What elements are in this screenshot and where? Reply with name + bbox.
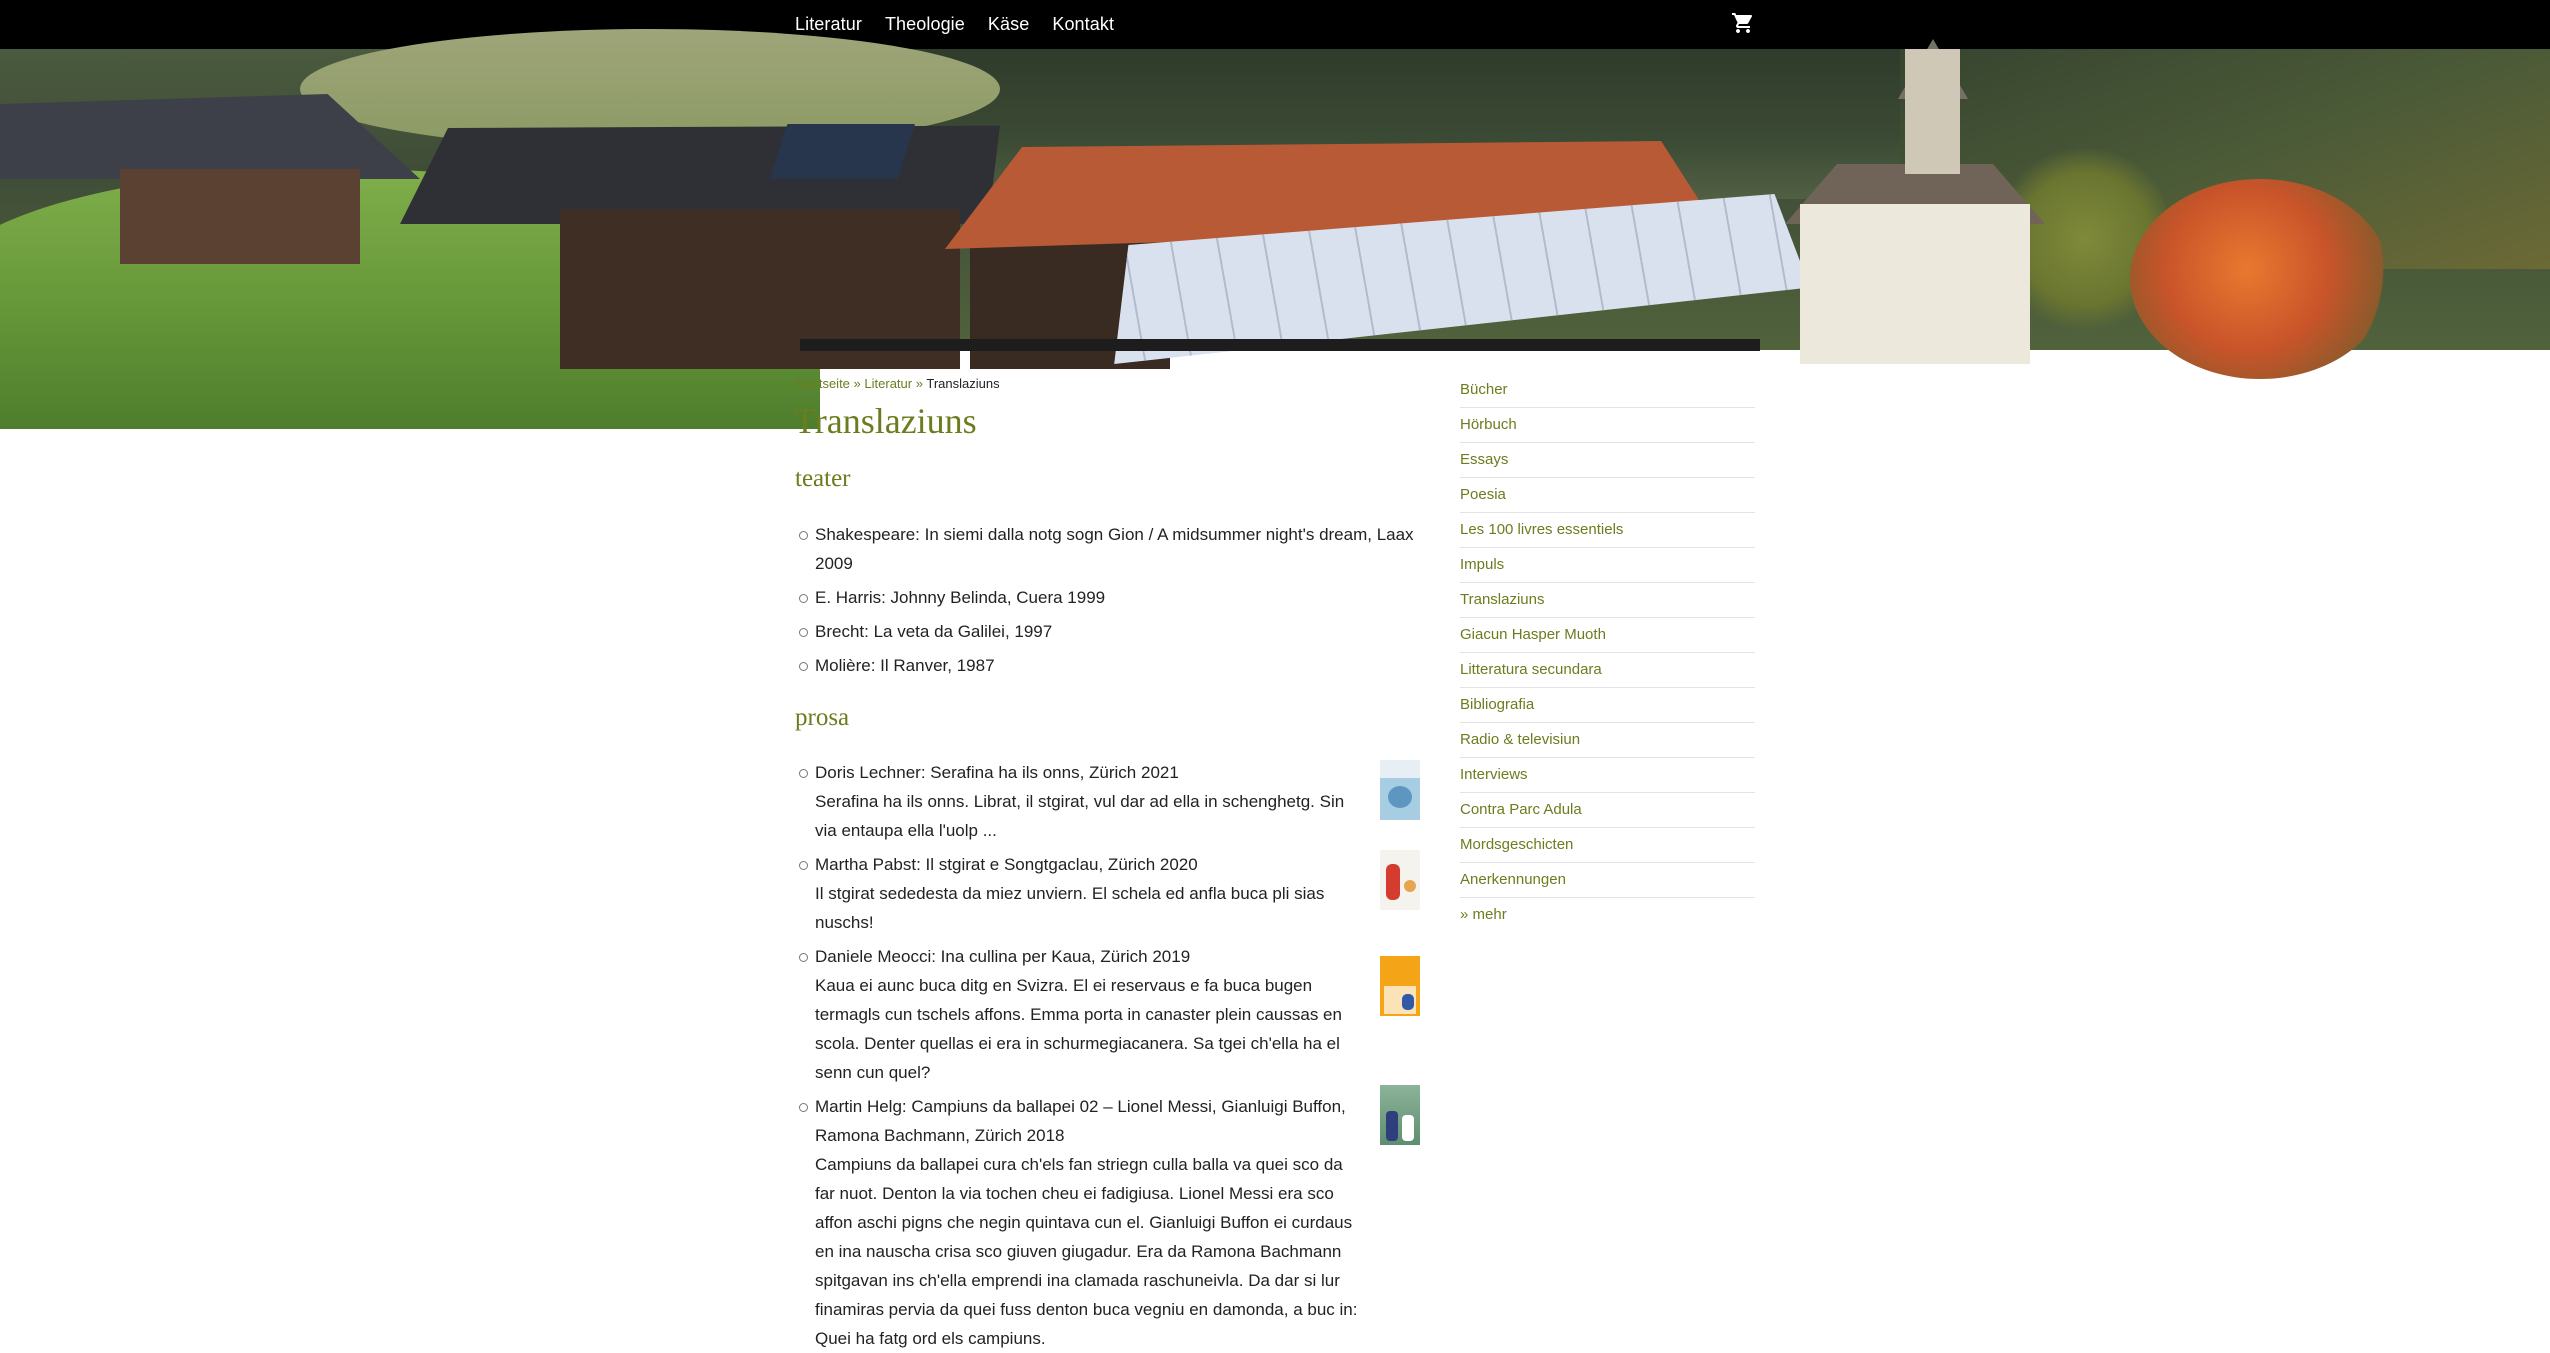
sidebar-item-radio-televisiun[interactable]: Radio & televisiun <box>1460 723 1755 758</box>
section-heading-prosa: prosa <box>795 704 850 731</box>
book-description: Campiuns da ballapei cura ch'els fan striegn culla balla va quei sco da far nuot. Denton la via tochen cheu ei fadigiusa. Lionel Messi era sco affon aschi pigns che negin quintava cun el. Gianluigi Buffon ei curdaus en ina nauscha crisa sco giuven giugadur. Era da Ramona Bachmann spitgavan ins ch'ella emprendi ina clamada raschuneivla. Da dar si lur finamiras pervia da quei fuss denton buca vegniu en damonda, a buc in: Quei ha fatg ord els campiuns. <box>815 1155 1358 1348</box>
sidebar-item-contra-parc-adula[interactable]: Contra Parc Adula <box>1460 793 1755 828</box>
sidebar-item-essays[interactable]: Essays <box>1460 443 1755 478</box>
breadcrumb-current: Translaziuns <box>926 376 1000 391</box>
teater-list <box>795 520 1420 680</box>
sidebar-more-link[interactable]: » mehr <box>1460 906 1507 923</box>
shopping-cart-icon[interactable] <box>1731 11 1755 35</box>
list-item: Brecht: La veta da Galilei, 1997 <box>795 617 1420 646</box>
sidebar-navigation <box>1460 373 1755 933</box>
sidebar-item-mordsgeschicten[interactable]: Mordsgeschicten <box>1460 828 1755 863</box>
list-item <box>795 758 1420 845</box>
hero-banner-image <box>0 49 2550 350</box>
sidebar-item-bibliografia[interactable]: Bibliografia <box>1460 688 1755 723</box>
nav-item-literatur[interactable]: Literatur <box>795 14 862 34</box>
list-item <box>795 942 1420 1087</box>
list-item: E. Harris: Johnny Belinda, Cuera 1999 <box>795 583 1420 612</box>
book-cover-image[interactable] <box>1380 850 1420 910</box>
book-title: Daniele Meocci: Ina cullina per Kaua, Zürich 2019 <box>815 947 1191 966</box>
nav-item-theologie[interactable]: Theologie <box>884 14 965 34</box>
breadcrumb-link-startseite[interactable]: Startseite <box>795 376 850 391</box>
sidebar-item-hoerbuch[interactable]: Hörbuch <box>1460 408 1755 443</box>
list-item <box>795 850 1420 937</box>
prosa-list <box>795 758 1420 1353</box>
sidebar-item-buecher[interactable]: Bücher <box>1460 373 1755 408</box>
book-title: Martin Helg: Campiuns da ballapei 02 – Lionel Messi, Gianluigi Buffon, Ramona Bachmann, Zürich 2018 <box>815 1097 1346 1145</box>
sidebar-item-impuls[interactable]: Impuls <box>1460 548 1755 583</box>
sidebar-item-poesia[interactable]: Poesia <box>1460 478 1755 513</box>
book-description: Kaua ei aunc buca ditg en Svizra. El ei reservaus e fa buca bugen termagls cun tschels affons. Emma porta in canaster plein caussas en scola. Denter quellas ei era in schurmegiacanera. Sa tgei ch'ella ha el senn cun quel? <box>815 976 1342 1082</box>
book-description: Serafina ha ils onns. Librat, il stgirat, vul dar ad ella in schenghetg. Sin via entaupa ella l'uolp ... <box>815 792 1345 840</box>
nav-item-kontakt[interactable]: Kontakt <box>1052 14 1115 34</box>
sidebar-item-anerkennungen[interactable]: Anerkennungen <box>1460 863 1755 898</box>
sidebar-item-interviews[interactable]: Interviews <box>1460 758 1755 793</box>
breadcrumb-link-literatur[interactable]: Literatur <box>864 376 913 391</box>
breadcrumb <box>795 376 1000 391</box>
list-item <box>795 1092 1420 1353</box>
sidebar-item-translaziuns[interactable]: Translaziuns <box>1460 583 1755 618</box>
section-heading-teater: teater <box>795 465 851 492</box>
book-cover-image[interactable] <box>1380 956 1420 1016</box>
list-item: Shakespeare: In siemi dalla notg sogn Gion / A midsummer night's dream, Laax 2009 <box>795 520 1420 578</box>
list-item: Molière: Il Ranver, 1987 <box>795 651 1420 680</box>
breadcrumb-separator: » <box>915 376 923 391</box>
book-cover-image[interactable] <box>1380 760 1420 820</box>
sidebar-item-litteratura-secundara[interactable]: Litteratura secundara <box>1460 653 1755 688</box>
page-title: Translaziuns <box>794 401 977 441</box>
book-cover-image[interactable] <box>1380 1085 1420 1145</box>
sidebar-item-giacun-hasper-muoth[interactable]: Giacun Hasper Muoth <box>1460 618 1755 653</box>
sidebar-item-les-100-livres[interactable]: Les 100 livres essentiels <box>1460 513 1755 548</box>
nav-item-kaese[interactable]: Käse <box>987 14 1030 34</box>
book-title: Doris Lechner: Serafina ha ils onns, Zürich 2021 <box>815 763 1179 782</box>
book-title: Martha Pabst: Il stgirat e Songtgaclau, Zürich 2020 <box>815 855 1198 874</box>
breadcrumb-separator: » <box>853 376 861 391</box>
book-description: Il stgirat sededesta da miez unviern. El schela ed anfla buca pli sias nuschs! <box>815 884 1325 932</box>
top-navigation-bar <box>0 0 2550 49</box>
